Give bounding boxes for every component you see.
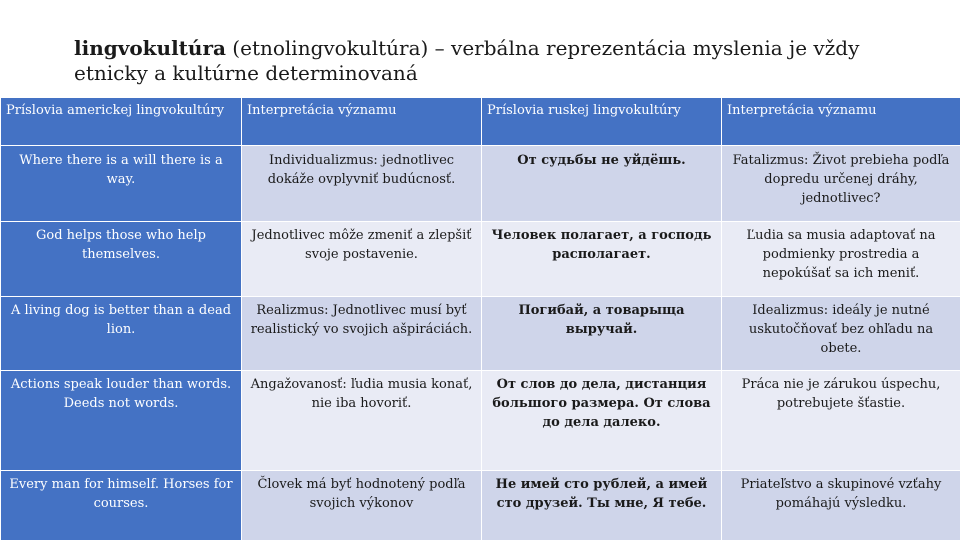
header-american-proverbs: Príslovia americkej lingvokultúry bbox=[1, 98, 242, 146]
russian-interpretation: Práca nie je zárukou úspechu, potrebujete šťastie. bbox=[722, 371, 960, 471]
russian-proverb: От слов до дела, дистанция большого размера. От слова до дела далеко. bbox=[482, 371, 722, 471]
table-row bbox=[1, 471, 960, 540]
american-interpretation: Realizmus: Jednotlivec musí byť realistický vo svojich ašpiráciách. bbox=[242, 297, 482, 371]
russian-proverb: Не имей сто рублей, а имей сто друзей. Ты мне, Я тебе. bbox=[482, 471, 722, 540]
russian-proverb: Человек полагает, а господь располагает. bbox=[482, 222, 722, 297]
russian-proverb: Погибай, а товарыща выручай. bbox=[482, 297, 722, 371]
proverbs-table bbox=[0, 97, 960, 540]
russian-interpretation: Idealizmus: ideály je nutné uskutočňovať bez ohľadu na obete. bbox=[722, 297, 960, 371]
american-proverb: A living dog is better than a dead lion. bbox=[1, 297, 242, 371]
american-interpretation: Jednotlivec môže zmeniť a zlepšiť svoje postavenie. bbox=[242, 222, 482, 297]
title-term: lingvokultúra bbox=[74, 36, 226, 60]
table-row bbox=[1, 297, 960, 371]
table-row bbox=[1, 371, 960, 471]
table-row bbox=[1, 146, 960, 222]
title-definition: (etnolingvokultúra) – verbálna reprezentácia myslenia je vždy etnicky a kultúrne determinovaná bbox=[74, 36, 860, 85]
header-interpretation-american: Interpretácia významu bbox=[242, 98, 482, 146]
american-proverb: Actions speak louder than words. Deeds not words. bbox=[1, 371, 242, 471]
american-proverb: Where there is a will there is a way. bbox=[1, 146, 242, 222]
russian-proverb: От судьбы не уйдёшь. bbox=[482, 146, 722, 222]
american-proverb: God helps those who help themselves. bbox=[1, 222, 242, 297]
russian-interpretation: Priateľstvo a skupinové vzťahy pomáhajú výsledku. bbox=[722, 471, 960, 540]
header-russian-proverbs: Príslovia ruskej lingvokultúry bbox=[482, 98, 722, 146]
table-header-row bbox=[1, 98, 960, 146]
american-interpretation: Angažovanosť: ľudia musia konať, nie iba hovoriť. bbox=[242, 371, 482, 471]
header-interpretation-russian: Interpretácia významu bbox=[722, 98, 960, 146]
russian-interpretation: Fatalizmus: Život prebieha podľa dopredu určenej dráhy, jednotlivec? bbox=[722, 146, 960, 222]
american-interpretation: Človek má byť hodnotený podľa svojich výkonov bbox=[242, 471, 482, 540]
table-row bbox=[1, 222, 960, 297]
american-interpretation: Individualizmus: jednotlivec dokáže ovplyvniť budúcnosť. bbox=[242, 146, 482, 222]
russian-interpretation: Ľudia sa musia adaptovať na podmienky prostredia a nepokúšať sa ich meniť. bbox=[722, 222, 960, 297]
american-proverb: Every man for himself. Horses for courses. bbox=[1, 471, 242, 540]
slide-title bbox=[74, 36, 934, 86]
